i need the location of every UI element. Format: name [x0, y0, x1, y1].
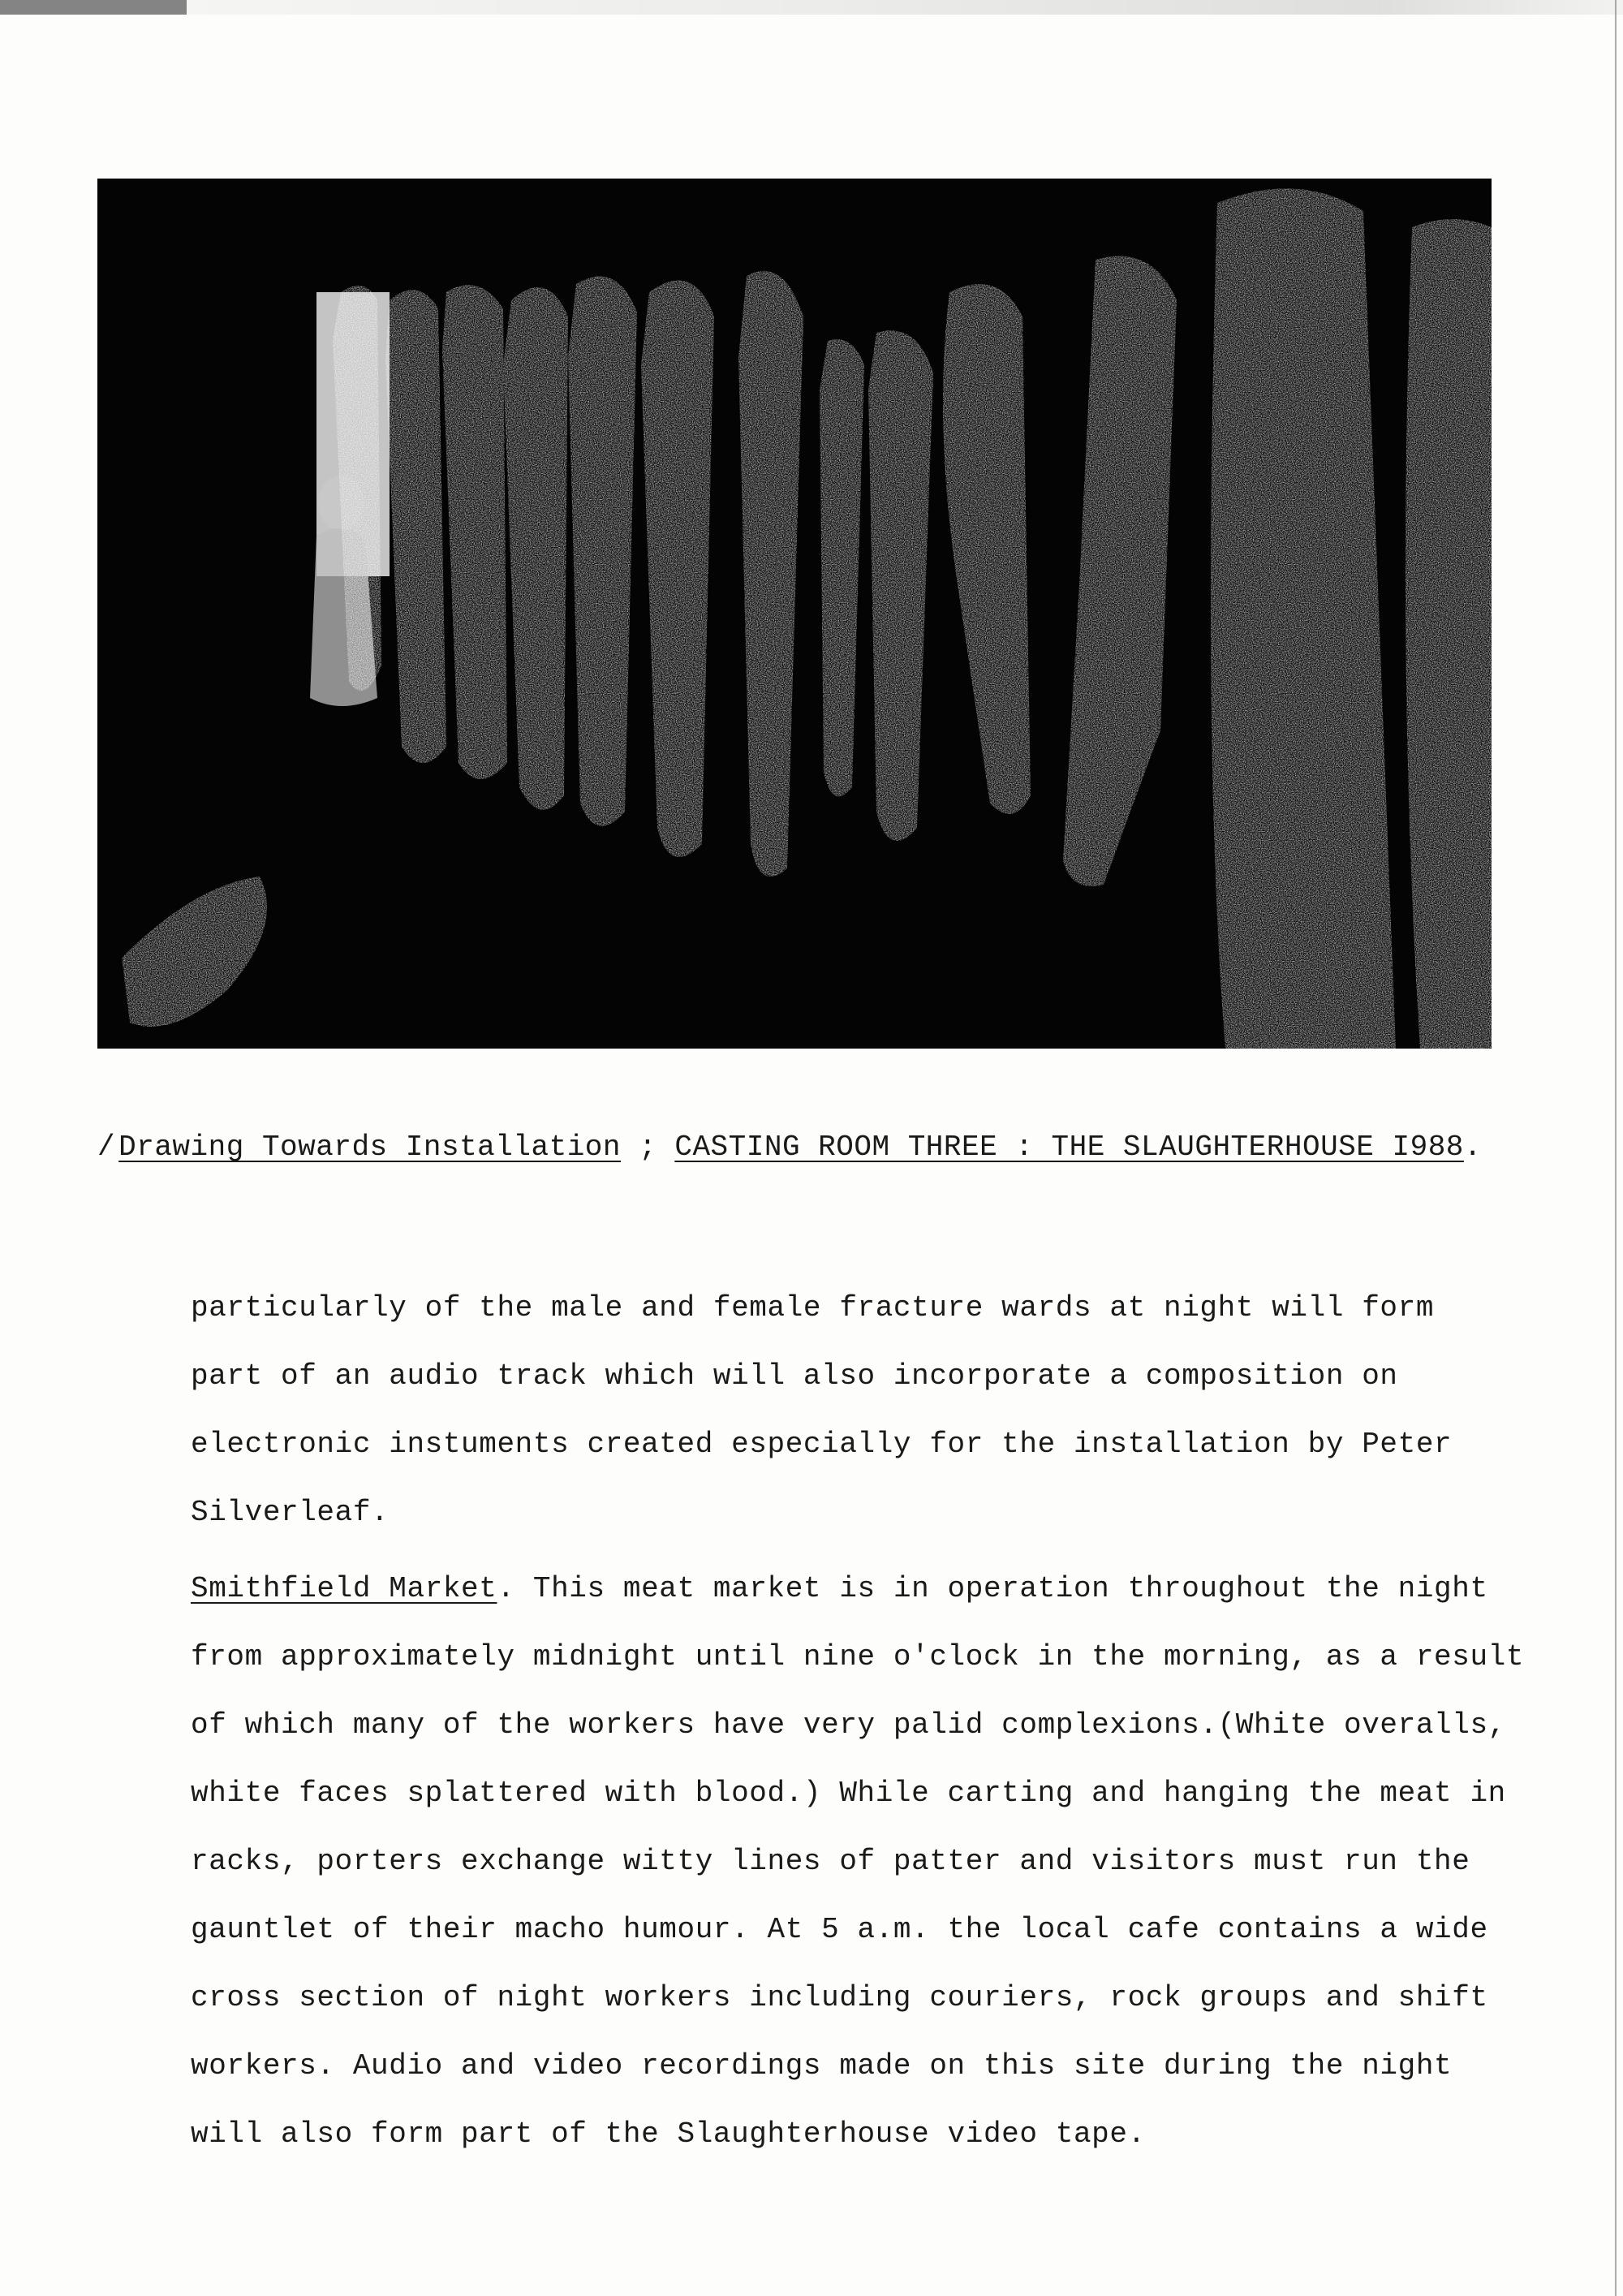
section-heading: Smithfield Market: [191, 1572, 497, 1605]
body-text: [191, 1274, 1525, 2169]
text-line: will also form part of the Slaughterhouse video tape.: [191, 2117, 1146, 2151]
caption-separator: ;: [639, 1131, 657, 1164]
text-line: racks, porters exchange witty lines of patter and visitors must run the: [191, 1845, 1470, 1878]
scan-edge-artifact: [0, 0, 1623, 15]
text-line: part of an audio track which will also incorporate a composition on: [191, 1359, 1398, 1393]
photo-of-hanging-carcasses-icon: [97, 179, 1492, 1049]
text-line-rest: . This meat market is in operation throughout the night: [497, 1572, 1488, 1605]
text-line: [191, 1555, 1505, 1623]
text-line: Silverleaf.: [191, 1496, 390, 1529]
caption-title: Drawing Towards Installation: [118, 1131, 622, 1164]
slaughterhouse-photo: [97, 179, 1492, 1049]
text-line: electronic instuments created especially for the installation by Peter: [191, 1428, 1453, 1461]
text-line: white faces splattered with blood.) While carting and hanging the meat in: [191, 1777, 1506, 1810]
scan-border-line: [1615, 0, 1617, 2296]
photo-caption: [97, 1128, 1493, 1167]
caption-end: .: [1463, 1131, 1483, 1164]
paragraph: [191, 1274, 1505, 1547]
caption-subtitle: CASTING ROOM THREE : THE SLAUGHTERHOUSE I988: [674, 1131, 1464, 1164]
text-line: from approximately midnight until nine o'clock in the morning, as a result: [191, 1640, 1525, 1674]
text-line: particularly of the male and female fracture wards at night will form: [191, 1291, 1435, 1325]
text-line: cross section of night workers including couriers, rock groups and shift: [191, 1981, 1488, 2014]
text-line: workers. Audio and video recordings made on this site during the night: [191, 2049, 1453, 2083]
paragraph: [191, 1555, 1525, 2169]
text-line: gauntlet of their macho humour. At 5 a.m. the local cafe contains a wide: [191, 1913, 1488, 1946]
text-line: of which many of the workers have very palid complexions.(White overalls,: [191, 1708, 1506, 1742]
caption-margin-mark: /: [97, 1131, 116, 1164]
